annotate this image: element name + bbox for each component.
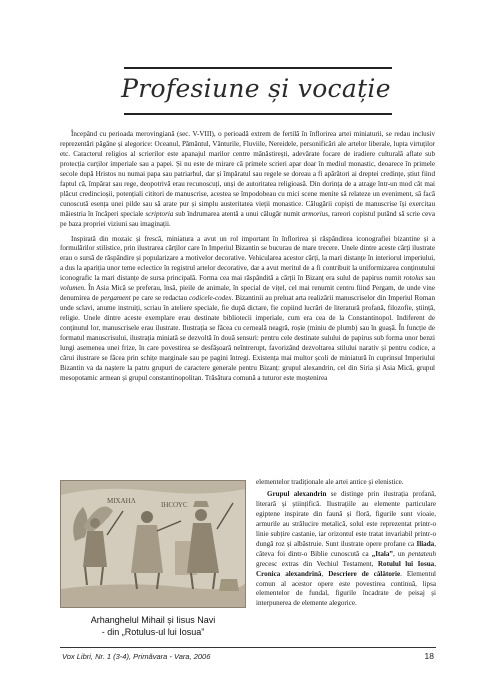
bold-term: Grupul alexandrin	[267, 489, 327, 498]
svg-text:ΜΙΧΑΗΛ: ΜΙΧΑΗΛ	[107, 497, 136, 505]
bold-term: Rotulul lui Iosua	[377, 559, 435, 568]
text-run: pe care se redactau	[132, 294, 187, 303]
text-run: Inspirată din mozaic și frescă, miniatura a avut un rol important în înflorirea și răspândirea iconografiei bizantine și a formulărilor stilistice, prin ilustrarea cărților care în Imperiul Bizantin se bucurau de mare trecere. Unele dintre aceste cărți ilustrate erau o sursă de răspândire și popularizare a motivelor decorative. Vehicularea acestor cărți, la mari distanțe în interiorul imperiului, a dus la apariția unor teme eclectice în registrul artelor decorative, dar a avut meritul de a fi contribuit la uniformizarea conținutului iconografic la mari distanțe de sursa principală. Forma cea mai răspândită a cărții în Bizanț era sulul de papirus numit	[60, 234, 435, 283]
italic-term: codicele-codex	[188, 294, 232, 303]
bold-term: Descriere de călătorie	[328, 569, 401, 578]
bold-term: „Itala”	[371, 549, 393, 558]
text-run: ,	[321, 569, 324, 578]
italic-term: pentateuh	[408, 549, 436, 558]
text-run: , câteva foi dintr-o Biblie cunoscută ca	[256, 539, 437, 558]
miniature-artwork	[61, 481, 245, 607]
article-body	[60, 130, 435, 387]
footer-journal: Vox Libri, Nr. 1 (3-4), Primăvara - Vara, 2006	[62, 652, 211, 661]
text-run: . Bizantinii au preluat arta realizării manuscriselor din Imperiul Roman unde sclavi, anume instruiți, scriau în ateliere speciale, fie după dictare, fie copiind lucrări de literatură profană, filozofie, știință, religie. Unele dintre aceste exemplare erau destinate bibliotecii imperiale, cum era cea de la Constantinopol. Indiferent de conținutul lor, manuscrisele erau ilustrate. Ilustrația se făcea cu cerneală neagră, roșie (miniu de plumb) sau în guașă. În funcție de formatul manuscrisului, ilustrația miniată se dezvoltă în două sensuri: pentru cele destinate sulului de papirus sub forma unor benzi lungi asemenea unei frize, în care povestirea se desfășoară neîntrerupt, favorizând dezvoltarea stilului narativ și pentru codice, a cărui ilustrare se făcea prin schițe marginale sau pe pagini întregi. Existența mai multor școli de miniatură în cuprinsul Imperiului Bizantin va da naștere la patru grupuri de caractere generale pentru Bizanț: grupul alexandrin, cel din Siria și Asia Mică, grupul mesopotamic armean și grupul constantinopolitan. Trăsătura comună a tuturor este moștenirea	[60, 294, 436, 382]
side-column	[256, 478, 436, 611]
bold-term: Cronica alexandrină	[256, 569, 322, 578]
italic-term: scriptoria	[145, 209, 174, 218]
figure	[60, 480, 246, 642]
side-paragraph	[256, 490, 436, 609]
text-run: . În Asia Mică se preferau, însă, pieile de animale, în special de vițel, cel mai renumit centru fiind Pergam, de unde vine denumirea de	[60, 284, 435, 303]
svg-text:ΙΗCΟΥC: ΙΗCΟΥC	[161, 501, 188, 509]
text-run: , un	[392, 549, 405, 558]
title-rule-bottom	[124, 113, 392, 115]
text-run: elementelor tradiționale ale artei antice și elenistice.	[256, 478, 404, 486]
text-run: . Elementul comun al acestor opere este povestirea continuă, lipsa elementelor de fundal, figurile încadrate de peisaj și interpunerea de elemente alegorice.	[256, 569, 436, 608]
text-run: Începând cu perioada merovingiană (sec. V-VIII), o perioadă extrem de fertilă în înflorirea artei miniaturii, se redau inclusiv reprezentări păgâne și alegorice: Oceanul, Pământul, Vânturile, Fluviile, Nereidele, personificări ale artelor liberale, lupta virtuților etc. Caracterul religios al scrierilor este apanajul marilor centre mănăstirești, adevărate focare de iradiere culturală aflate sub protecția curților imperiale sau a papei. Și nu este de mirare că primele scrieri apar doar în mediul monastic, deoarece în primele secole după Hristos nu numai papa sau patriarhul, dar și împăratul sau regele se doreau a fi apărători ai dreptei credințe, știut fiind faptul că, împărat sau rege, deopotrivă erau recunoscuți, unși de autoritatea religioasă. Din dorința de a atrage într-un mod cât mai plăcut credincioșii, potențiali cititori de manuscrise, acestea se împodobeau cu mici scene menite să relateze un eveniment, să facă cunoscută esența unei pilde sau să arate pur și simplu austeritatea vieții monastice. Călugării copiști de manuscrise își exercitau măiestria în încăperi speciale	[60, 130, 435, 218]
caption-line-2: - din „Rotulus-ul lui Iosua”	[101, 627, 205, 637]
text-run: ,	[434, 559, 436, 568]
title-rule-top	[124, 67, 392, 69]
paragraph-1	[60, 130, 435, 230]
text-run: sub îndrumarea atentă a unui călugăr numit	[175, 209, 300, 218]
text-run: se distinge prin ilustrația profană, literară și științifică. Ilustrațiile au elemente particulare egiptene inspirate din faună și floră, figurile sunt vioaie, armurile au strălucire metalică, solul este reprezentat printr-o linie subțire castanie, iar orizontul este tratat invariabil printr-o dungă roz și albăstruie. Sunt ilustrate opere profane ca	[256, 489, 436, 548]
page-number: 18	[424, 651, 434, 661]
italic-term: pergament	[100, 294, 131, 303]
page-title: Profesiune și vocație	[121, 74, 391, 103]
side-lead-paragraph	[256, 478, 436, 488]
text-run: sau	[425, 274, 436, 283]
title-band	[118, 66, 394, 116]
footer-rule	[60, 647, 436, 648]
bold-term: Iliada	[416, 539, 435, 548]
text-run: grecesc extras din Vechiul Testament,	[256, 559, 374, 568]
italic-term: armorius	[301, 209, 328, 218]
caption-line-1: Arhanghelul Mihail și Iisus Navi	[90, 615, 216, 625]
italic-term: volumen	[60, 284, 85, 293]
miniature-illustration	[60, 480, 246, 608]
italic-term: rotolus	[403, 274, 424, 283]
paragraph-2	[60, 235, 435, 384]
figure-caption	[60, 614, 246, 638]
text-run: , rareori copistul putând să scrie ceva pe baza propriei viziuni sau imaginații.	[60, 209, 435, 228]
